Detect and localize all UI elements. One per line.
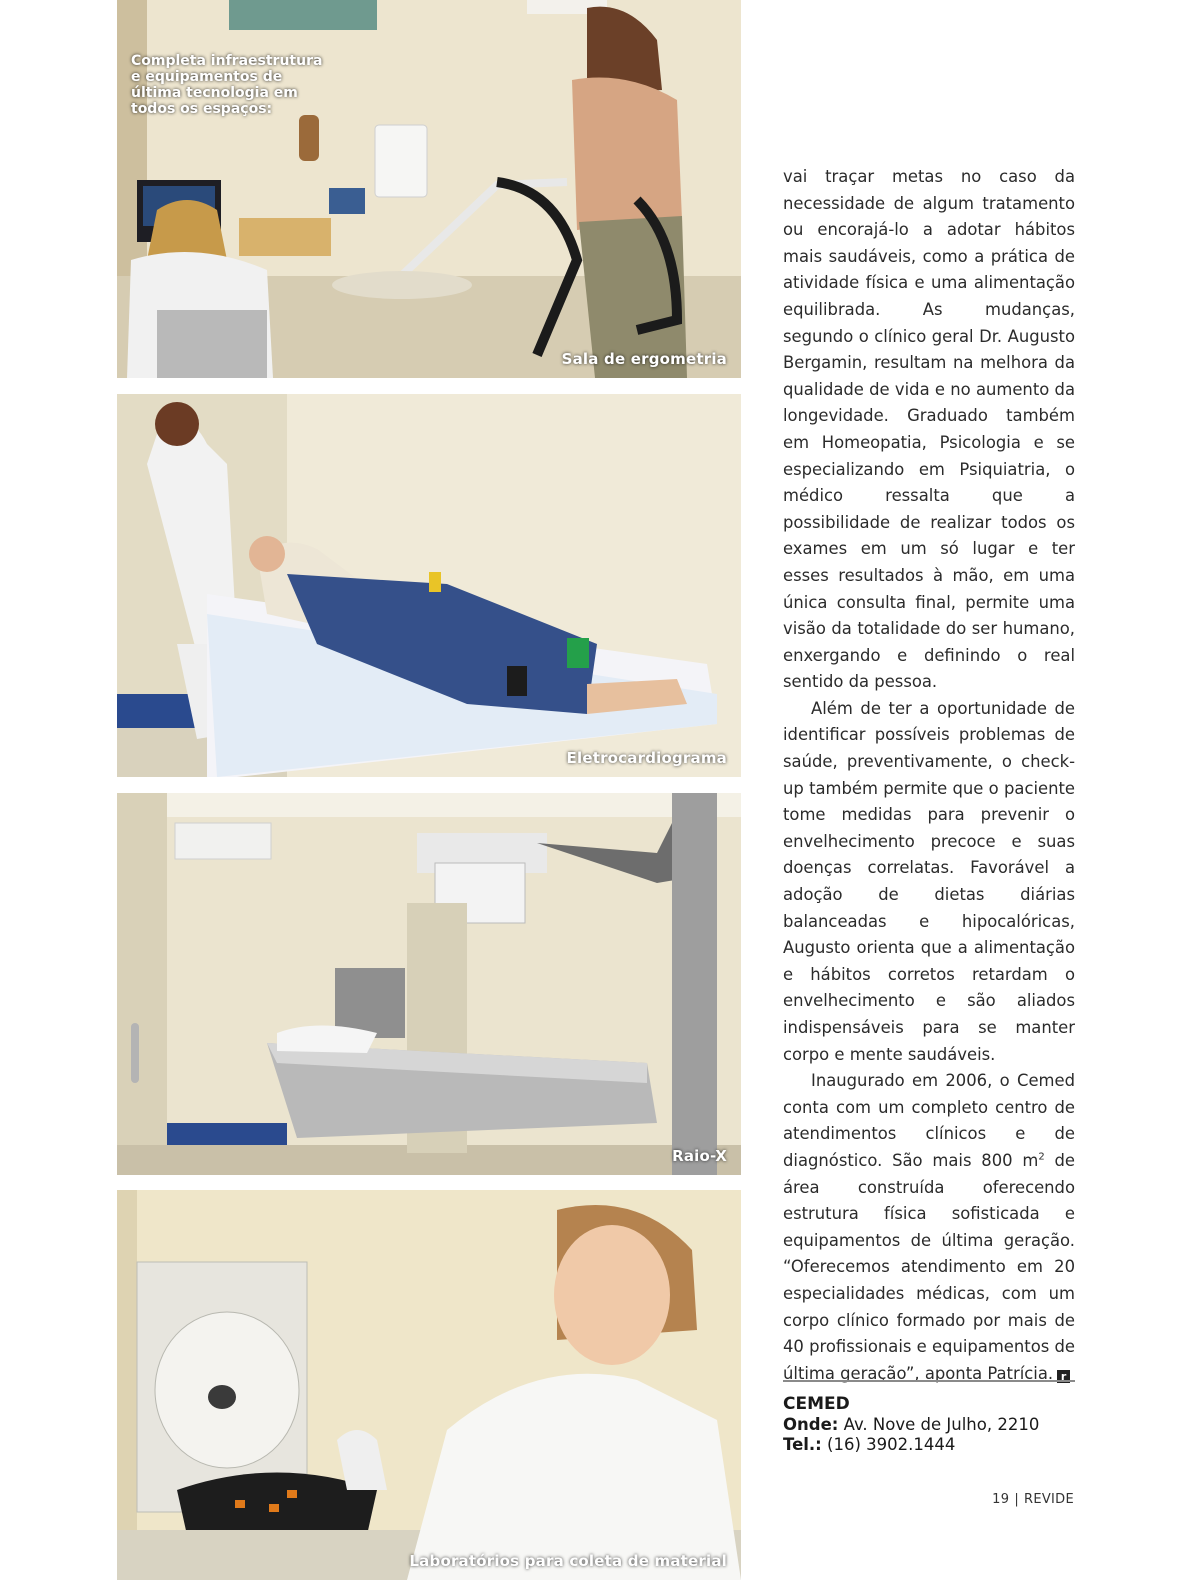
info-address — [783, 1415, 1083, 1435]
article-paragraph-3-superscript: 2 — [1038, 1151, 1045, 1163]
photo-raio-x-image — [117, 793, 741, 1175]
article-paragraph-3-text-b: de área construída oferecendo estrutura física sofisticada e equipamentos de última geração. “Oferecemos atendimento em 20 especialidades médicas, com um corpo clínico formado por mais de 40 profissionais e equipamentos de última geração”, aponta Patrícia. — [783, 1150, 1075, 1383]
page-number: 19 — [992, 1492, 1010, 1507]
article-paragraph-2: Além de ter a oportunidade de identificar possíveis problemas de saúde, preventivamente, o check-up também permite que o paciente tome medidas para prevenir o envelhecimento precoce e suas doenças correlatas. Favorável a adoção de dietas diárias balanceadas e hipocalóricas, Augusto orienta que a alimentação e hábitos corretos retardam o envelhecimento e são aliados indispensáveis para se manter corpo e mente saudáveis. — [783, 698, 1075, 1064]
info-phone-value: (16) 3902.1444 — [821, 1435, 956, 1454]
page-folio — [992, 1492, 1074, 1507]
info-phone — [783, 1435, 1083, 1455]
info-divider — [783, 1380, 1075, 1382]
photo-laboratorio — [117, 1190, 741, 1580]
end-of-article-icon: r — [1057, 1370, 1070, 1383]
photo-eletrocardiograma — [117, 394, 741, 777]
article-paragraph-3-text-a: Inaugurado em 2006, o Cemed conta com um completo centro de atendimentos clínicos e de diagnóstico. São mais 800 m — [783, 1071, 1075, 1170]
photo-laboratorio-caption: Laboratórios para coleta de material — [409, 1552, 727, 1570]
info-address-label: Onde: — [783, 1415, 839, 1434]
article-paragraph-3 — [783, 1068, 1075, 1387]
info-phone-label: Tel.: — [783, 1435, 822, 1454]
photo-ergometria-caption: Sala de ergometria — [561, 350, 727, 368]
article-paragraph-1: vai traçar metas no caso da necessidade de algum tratamento ou encorajá-lo a adotar hábitos mais saudáveis, como a prática de atividade física e uma alimentação equilibrada. As mudanças, segundo o clínico geral Dr. Augusto Bergamin, resultam na melhora da qualidade de vida e no aumento da longevidade. Graduado também em Homeopatia, Psicologia e se especializando em Psiquiatria, o médico ressalta que a possibilidade de realizar todos os exames em um só lugar e ter esses resultados à mão, em uma única consulta final, permite uma visão da totalidade do ser humano, enxergando e definindo o real sentido da pessoa. — [783, 167, 1075, 692]
magazine-name: REVIDE — [1024, 1492, 1074, 1507]
article-body — [783, 164, 1075, 1387]
photo-ergometria-intro-caption: Completa infraestrutura e equipamentos de última tecnologia em todos os espaços: — [131, 53, 323, 117]
photo-ergometria — [117, 0, 741, 378]
info-name: CEMED — [783, 1394, 850, 1414]
photo-eletrocardiograma-caption: Eletrocardiograma — [566, 749, 727, 767]
info-box — [783, 1394, 1083, 1455]
photo-laboratorio-image — [117, 1190, 741, 1580]
info-address-value: Av. Nove de Julho, 2210 — [838, 1415, 1040, 1434]
photo-eletrocardiograma-image — [117, 394, 741, 777]
photo-raio-x-caption: Raio-X — [672, 1147, 727, 1165]
folio-separator: | — [1014, 1492, 1019, 1507]
photo-raio-x — [117, 793, 741, 1175]
